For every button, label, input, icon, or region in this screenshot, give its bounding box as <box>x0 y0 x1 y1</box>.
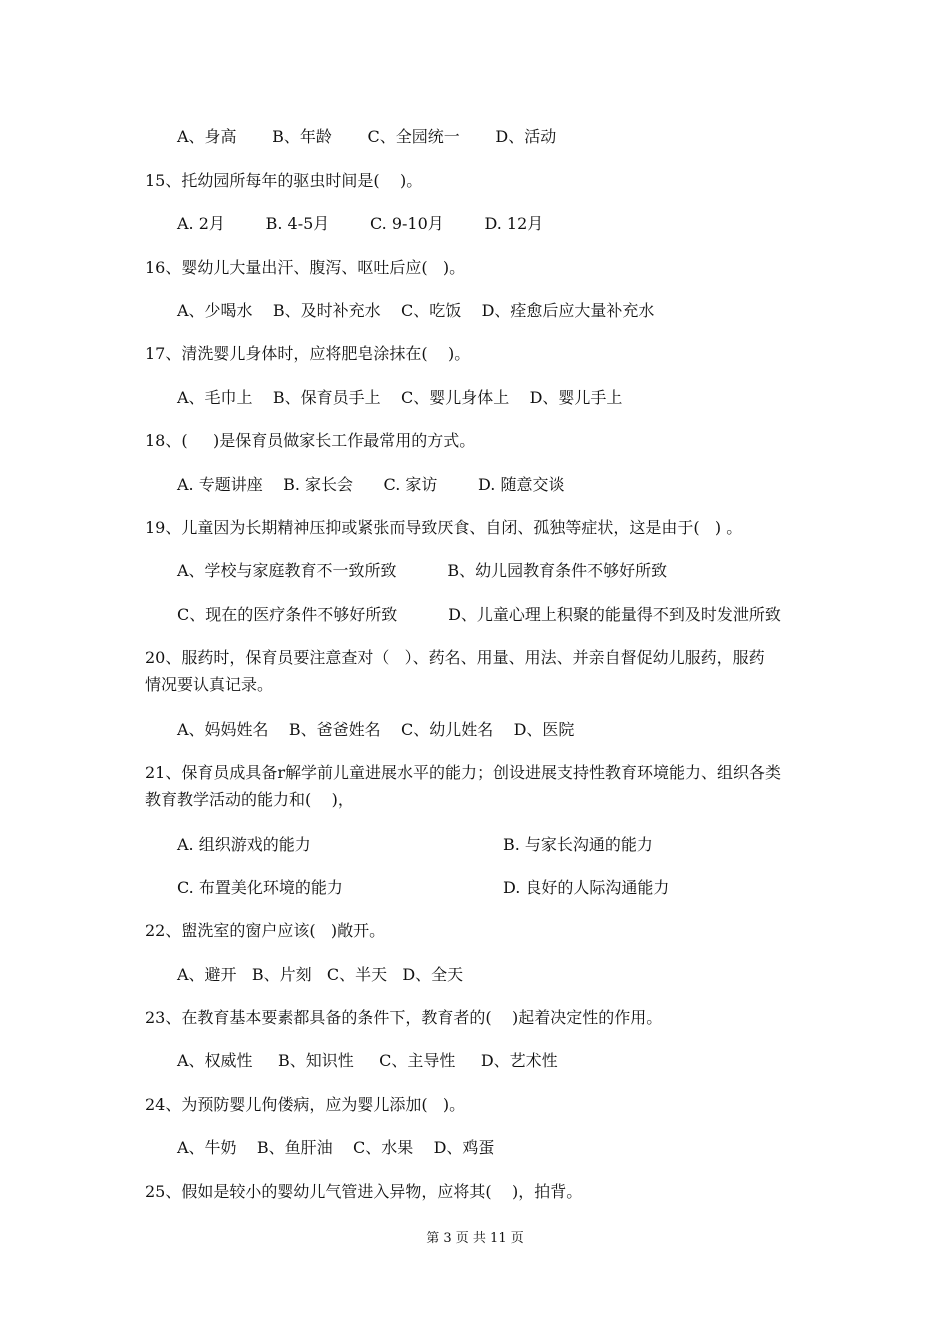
options-q17: A、毛巾上 B、保育员手上 C、婴儿身体上 D、婴儿手上 <box>177 388 623 407</box>
question-15: 15、托幼园所每年的驱虫时间是( )。 <box>145 171 423 190</box>
option-q21-b: B. 与家长沟通的能力 <box>503 835 653 854</box>
question-25: 25、假如是较小的婴幼儿气管进入异物，应将其( )，拍背。 <box>145 1182 583 1201</box>
option-q21-a: A. 组织游戏的能力 <box>177 835 311 854</box>
options-q19-cd: C、现在的医疗条件不够好所致 D、儿童心理上积聚的能量得不到及时发泄所致 <box>177 605 781 624</box>
options-q18: A. 专题讲座 B. 家长会 C. 家访 D. 随意交谈 <box>177 475 565 494</box>
options-q15: A. 2月 B. 4-5月 C. 9-10月 D. 12月 <box>177 214 544 233</box>
options-q16: A、少喝水 B、及时补充水 C、吃饭 D、痊愈后应大量补充水 <box>177 301 655 320</box>
options-q24: A、牛奶 B、鱼肝油 C、水果 D、鸡蛋 <box>177 1138 495 1157</box>
options-q14: A、身高 B、年龄 C、全园统一 D、活动 <box>177 127 557 146</box>
question-22: 22、盥洗室的窗户应该( )敞开。 <box>145 921 386 940</box>
question-23: 23、在教育基本要素都具备的条件下，教育者的( )起着决定性的作用。 <box>145 1008 663 1027</box>
question-24: 24、为预防婴儿佝偻病，应为婴儿添加( )。 <box>145 1095 466 1114</box>
options-q22: A、避开 B、片刻 C、半天 D、全天 <box>177 965 464 984</box>
question-19: 19、儿童因为长期精神压抑或紧张而导致厌食、自闭、孤独等症状，这是由于( ) 。 <box>145 518 743 537</box>
question-21: 21、保育员成具备r解学前儿童进展水平的能力；创设进展支持性教育环境能力、组织各类 <box>145 763 782 782</box>
question-20-continued: 情况要认真记录。 <box>145 675 274 694</box>
question-17: 17、清洗婴儿身体时，应将肥皂涂抹在( )。 <box>145 344 471 363</box>
options-q23: A、权威性 B、知识性 C、主导性 D、艺术性 <box>177 1051 558 1070</box>
page-footer: 第 3 页 共 11 页 <box>426 1231 524 1246</box>
options-q20: A、妈妈姓名 B、爸爸姓名 C、幼儿姓名 D、医院 <box>177 720 575 739</box>
option-q21-d: D. 良好的人际沟通能力 <box>503 878 670 897</box>
question-20: 20、服药时，保育员要注意查对（ ）、药名、用量、用法、并亲自督促幼儿服药，服药 <box>145 648 765 667</box>
question-21-continued: 教育教学活动的能力和( )， <box>145 790 354 809</box>
option-q21-c: C. 布置美化环境的能力 <box>177 878 343 897</box>
options-q19-ab: A、学校与家庭教育不一致所致 B、幼儿园教育条件不够好所致 <box>177 561 668 580</box>
question-16: 16、婴幼儿大量出汗、腹泻、呕吐后应( )。 <box>145 258 466 277</box>
question-18: 18、( )是保育员做家长工作最常用的方式。 <box>145 431 476 450</box>
